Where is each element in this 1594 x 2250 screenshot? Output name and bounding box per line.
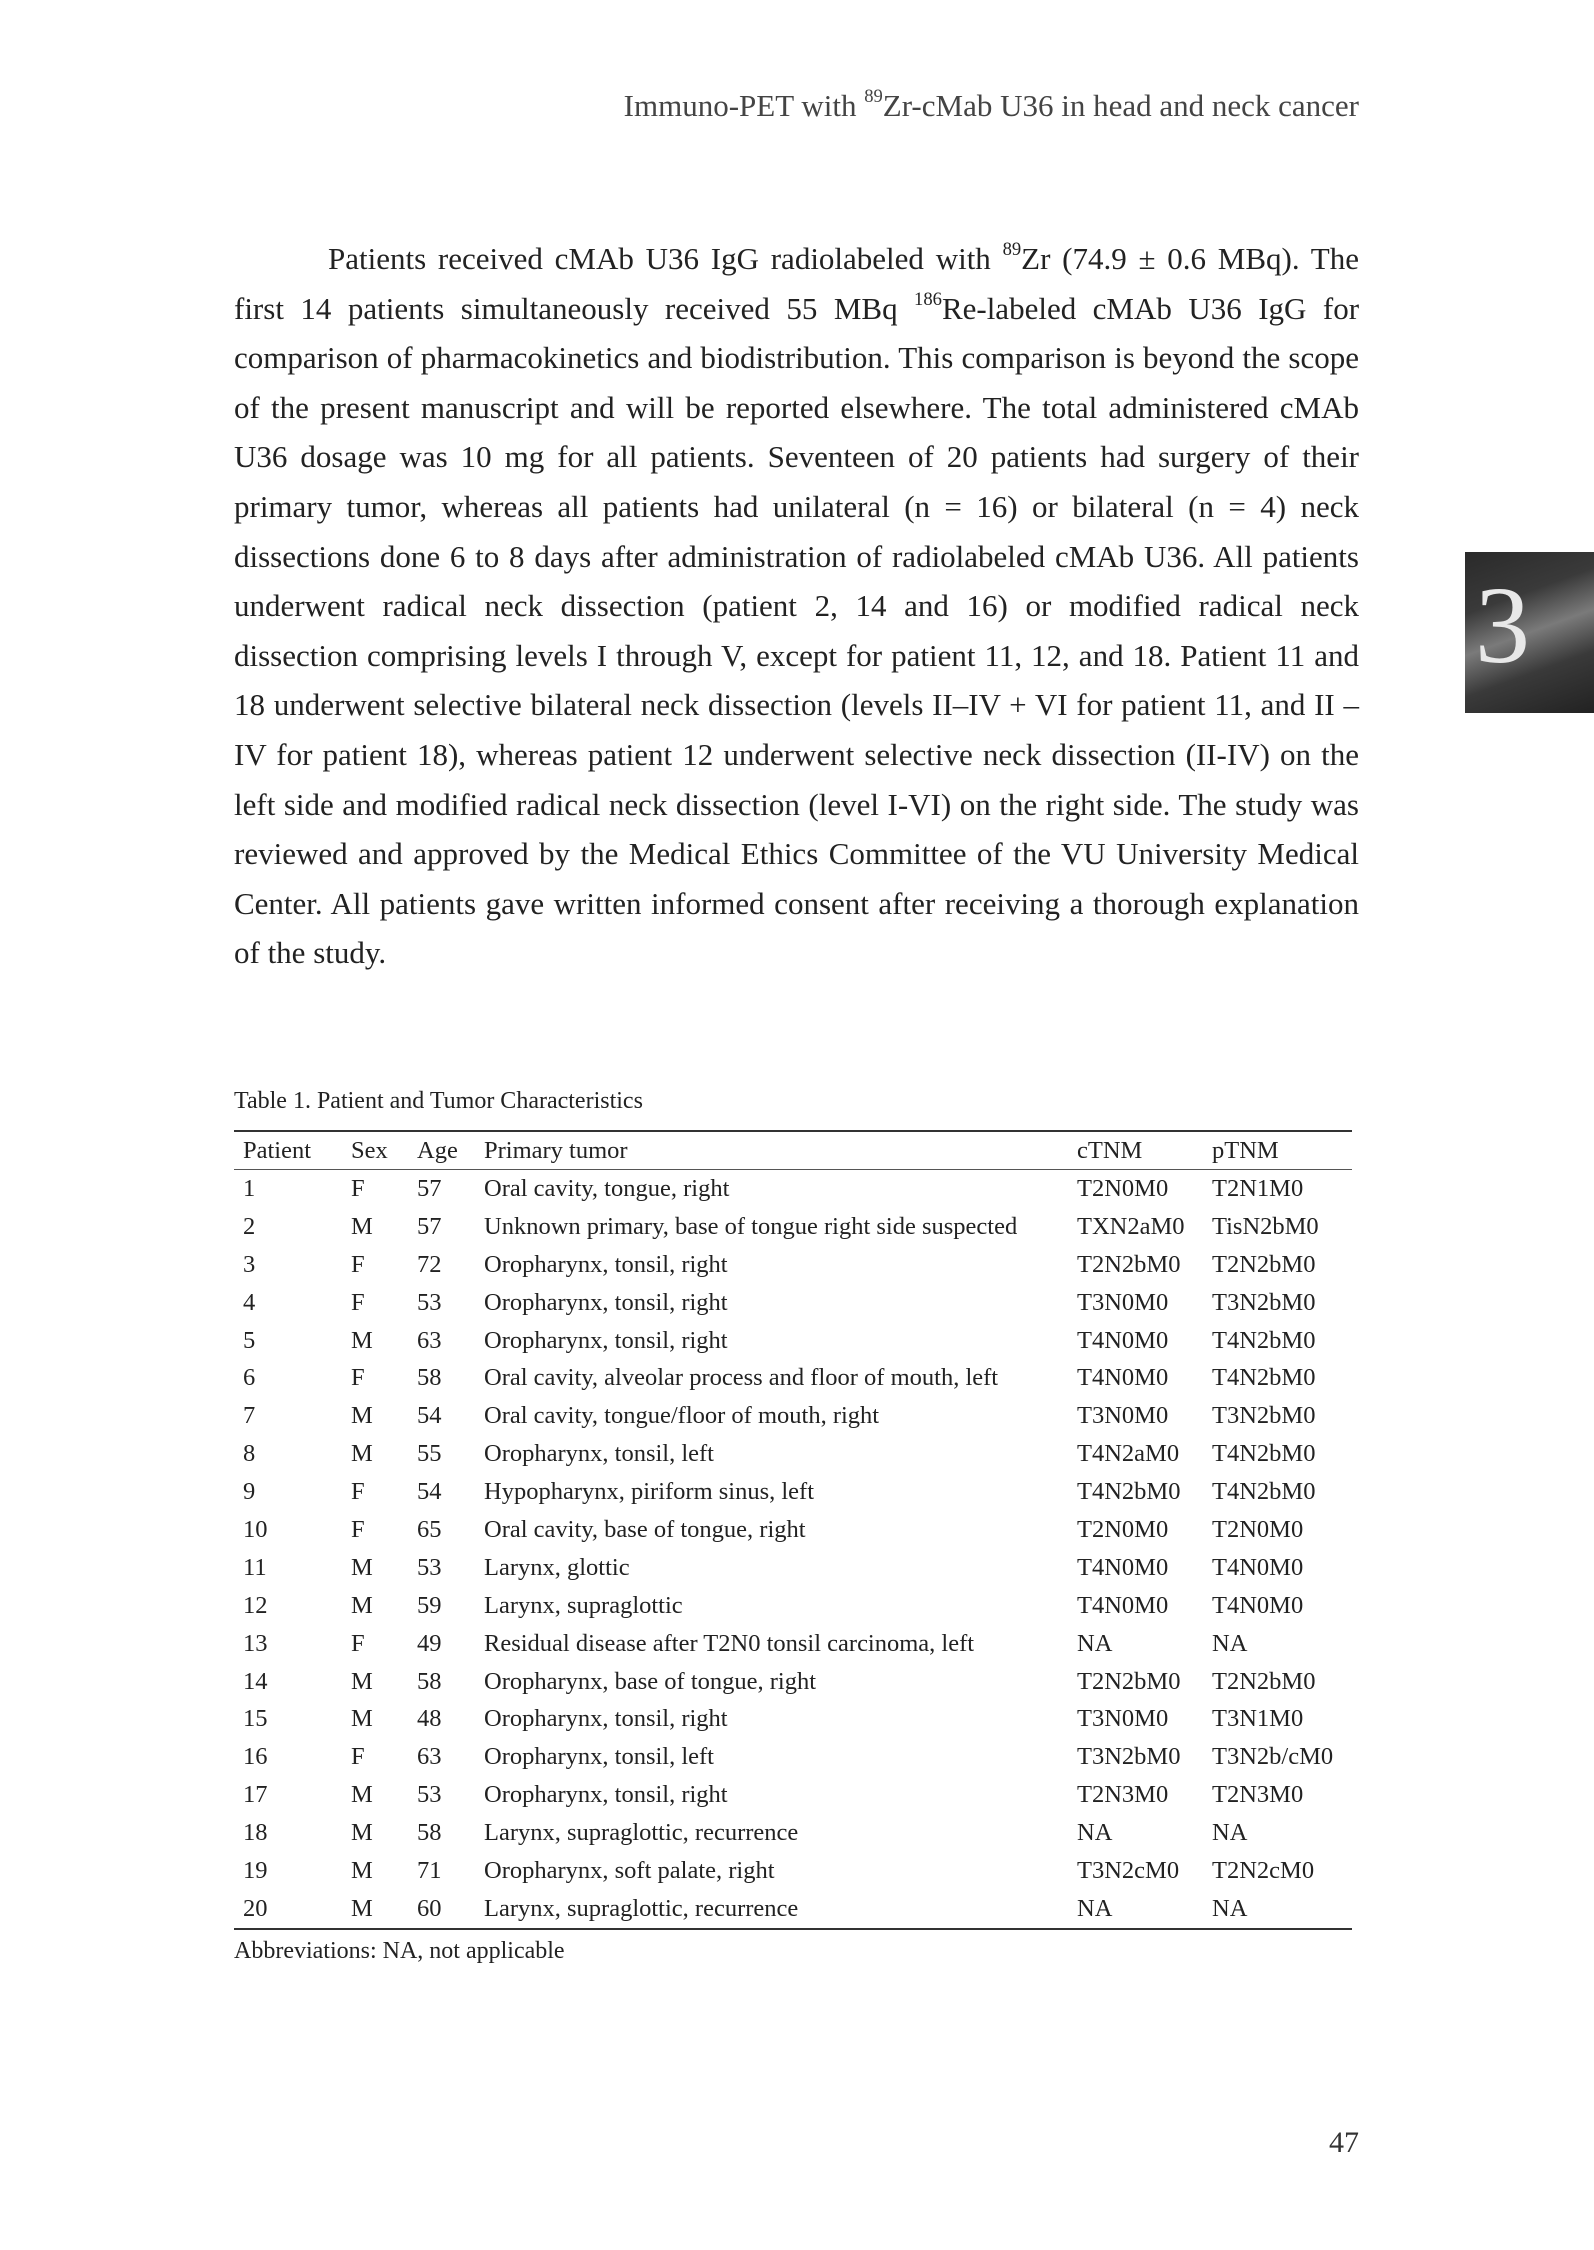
table-cell: Oropharynx, soft palate, right xyxy=(484,1856,775,1884)
table-cell: 3 xyxy=(243,1250,256,1278)
table-cell: 9 xyxy=(243,1478,256,1506)
table-cell: 54 xyxy=(417,1402,442,1430)
table-cell: T2N3M0 xyxy=(1077,1781,1169,1809)
table-cell: T4N0M0 xyxy=(1077,1591,1169,1619)
table-row xyxy=(234,1397,1352,1435)
table-cell: T3N2bM0 xyxy=(1212,1402,1316,1430)
table-cell: Oropharynx, tonsil, right xyxy=(484,1250,728,1278)
column-header: Primary tumor xyxy=(484,1131,1077,1170)
text-segment: Zr (74.9 ± 0.6 MBq). The first 14 patients simultaneously received 55 MBq xyxy=(234,241,1359,326)
table-cell: 13 xyxy=(243,1629,268,1657)
table-cell: T3N2b/cM0 xyxy=(1212,1743,1334,1771)
table-cell: Oropharynx, tonsil, right xyxy=(484,1288,728,1316)
table-cell: T4N2aM0 xyxy=(1077,1440,1180,1468)
table-cell: 65 xyxy=(417,1515,442,1543)
table-row xyxy=(234,1208,1352,1246)
table-row xyxy=(234,1284,1352,1322)
table-cell: F xyxy=(351,1288,365,1316)
table-row xyxy=(234,1852,1352,1890)
column-header: pTNM xyxy=(1212,1131,1352,1170)
table-cell: 55 xyxy=(417,1440,442,1468)
table-cell: T2N1M0 xyxy=(1212,1174,1304,1202)
table-cell: T3N1M0 xyxy=(1212,1705,1304,1733)
superscript: 89 xyxy=(1002,239,1022,261)
table-cell: TXN2aM0 xyxy=(1077,1212,1185,1240)
table-cell: Oral cavity, alveolar process and floor of mouth, left xyxy=(484,1364,999,1392)
table-cell: 72 xyxy=(417,1250,442,1278)
table-cell: M xyxy=(351,1440,373,1468)
table-cell: 1 xyxy=(243,1174,256,1202)
column-header: cTNM xyxy=(1077,1131,1212,1170)
column-header: Sex xyxy=(351,1131,417,1170)
table-cell: M xyxy=(351,1212,373,1240)
table-cell: M xyxy=(351,1591,373,1619)
table-cell: 5 xyxy=(243,1326,256,1354)
table-cell: T3N2bM0 xyxy=(1077,1743,1181,1771)
table-cell: 4 xyxy=(243,1288,256,1316)
table-cell: 63 xyxy=(417,1743,442,1771)
table-cell: Oropharynx, tonsil, left xyxy=(484,1743,714,1771)
column-header: Age xyxy=(417,1131,484,1170)
table-cell: 11 xyxy=(243,1553,267,1581)
table-row xyxy=(234,1246,1352,1284)
table-row xyxy=(234,1663,1352,1701)
table-cell: NA xyxy=(1077,1819,1113,1847)
table-cell: Oropharynx, base of tongue, right xyxy=(484,1667,817,1695)
table-cell: 58 xyxy=(417,1667,442,1695)
table-cell: Larynx, supraglottic xyxy=(484,1591,683,1619)
table-row xyxy=(234,1625,1352,1663)
table-row xyxy=(234,1549,1352,1587)
table-cell: F xyxy=(351,1364,365,1392)
table-cell: 16 xyxy=(243,1743,268,1771)
table-cell: 2 xyxy=(243,1212,256,1240)
superscript: 186 xyxy=(914,288,942,310)
table-row xyxy=(234,1738,1352,1776)
table-cell: 12 xyxy=(243,1591,268,1619)
table-cell: 8 xyxy=(243,1440,256,1468)
table-cell: 71 xyxy=(417,1856,442,1884)
table-cell: F xyxy=(351,1174,365,1202)
table-cell: 63 xyxy=(417,1326,442,1354)
table-cell: 53 xyxy=(417,1553,442,1581)
table-cell: T3N0M0 xyxy=(1077,1705,1169,1733)
table-cell: T4N0M0 xyxy=(1212,1591,1304,1619)
header-text: Immuno-PET with xyxy=(623,88,865,123)
header-superscript: 89 xyxy=(864,86,883,108)
table-cell: T4N0M0 xyxy=(1077,1364,1169,1392)
table-cell: NA xyxy=(1212,1894,1248,1922)
table-caption: Table 1. Patient and Tumor Characteristics xyxy=(234,1088,643,1114)
table-cell: 58 xyxy=(417,1819,442,1847)
table-cell: T4N2bM0 xyxy=(1077,1478,1181,1506)
table-cell: T2N0M0 xyxy=(1077,1515,1169,1543)
table-row xyxy=(234,1170,1352,1208)
table-row xyxy=(234,1473,1352,1511)
table-cell: T3N2bM0 xyxy=(1212,1288,1316,1316)
table-cell: M xyxy=(351,1894,373,1922)
body-paragraph xyxy=(234,234,1359,978)
table-header-row xyxy=(234,1131,1352,1170)
table-cell: T4N2bM0 xyxy=(1212,1364,1316,1392)
table-cell: NA xyxy=(1212,1629,1248,1657)
table-footnote: Abbreviations: NA, not applicable xyxy=(234,1938,565,1964)
table-cell: M xyxy=(351,1856,373,1884)
table-cell: NA xyxy=(1077,1894,1113,1922)
table-cell: 10 xyxy=(243,1515,268,1543)
table-row xyxy=(234,1587,1352,1625)
table-cell: T2N2cM0 xyxy=(1212,1856,1315,1884)
table-row xyxy=(234,1322,1352,1360)
table-cell: 54 xyxy=(417,1478,442,1506)
table-cell: Oropharynx, tonsil, right xyxy=(484,1326,728,1354)
table-cell: T4N0M0 xyxy=(1077,1553,1169,1581)
table-cell: Oropharynx, tonsil, right xyxy=(484,1705,728,1733)
table-cell: F xyxy=(351,1478,365,1506)
table-cell: T2N0M0 xyxy=(1212,1515,1304,1543)
table-cell: 17 xyxy=(243,1781,268,1809)
table-cell: T3N0M0 xyxy=(1077,1402,1169,1430)
table-row xyxy=(234,1435,1352,1473)
table-cell: Hypopharynx, piriform sinus, left xyxy=(484,1478,815,1506)
table-cell: T2N2bM0 xyxy=(1212,1667,1316,1695)
table-row xyxy=(234,1890,1352,1929)
table-cell: NA xyxy=(1077,1629,1113,1657)
table-cell: 6 xyxy=(243,1364,256,1392)
table-cell: Oropharynx, tonsil, right xyxy=(484,1781,728,1809)
table-row xyxy=(234,1511,1352,1549)
table-cell: 14 xyxy=(243,1667,268,1695)
table-cell: T4N2bM0 xyxy=(1212,1326,1316,1354)
table-cell: 20 xyxy=(243,1894,268,1922)
chapter-tab xyxy=(1465,552,1594,713)
table-cell: Larynx, supraglottic, recurrence xyxy=(484,1894,799,1922)
table-cell: T4N2bM0 xyxy=(1212,1478,1316,1506)
table-cell: F xyxy=(351,1629,365,1657)
page-number: 47 xyxy=(1329,2126,1359,2159)
table-cell: T2N3M0 xyxy=(1212,1781,1304,1809)
table-cell: Oropharynx, tonsil, left xyxy=(484,1440,714,1468)
text-segment: Re-labeled cMAb U36 IgG for comparison of pharmacokinetics and biodistribution. This comparison is beyond the scope of the present manuscript and will be reported elsewhere. The total administered cMAb U36 dosage was 10 mg for all patients. Seventeen of 20 patients had surgery of their primary tumor, whereas all patients had unilateral (n = 16) or bilateral (n = 4) neck dissections done 6 to 8 days after administration of radiolabeled cMAb U36. All patients underwent radical neck dissection (patient 2, 14 and 16) or modified radical neck dissection comprising levels I through V, except for patient 11, 12, and 18. Patient 11 and 18 underwent selective bilateral neck dissection (levels II–IV + VI for patient 11, and II – IV for patient 18), whereas patient 12 underwent selective neck dissection (II-IV) on the left side and modified radical neck dissection (level I-VI) on the right side. The study was reviewed and approved by the Medical Ethics Committee of the VU University Medical Center. All patients gave written informed consent after receiving a thorough explanation of the study. xyxy=(234,290,1360,971)
table-cell: F xyxy=(351,1250,365,1278)
running-header xyxy=(624,88,1359,124)
table-cell: M xyxy=(351,1326,373,1354)
patient-table xyxy=(234,1130,1352,1930)
table-cell: 7 xyxy=(243,1402,256,1430)
table-cell: M xyxy=(351,1705,373,1733)
table-cell: 53 xyxy=(417,1288,442,1316)
table-cell: M xyxy=(351,1553,373,1581)
table-cell: F xyxy=(351,1515,365,1543)
table-cell: F xyxy=(351,1743,365,1771)
table-cell: NA xyxy=(1212,1819,1248,1847)
table-cell: M xyxy=(351,1781,373,1809)
table-cell: T2N2bM0 xyxy=(1212,1250,1316,1278)
table-cell: M xyxy=(351,1402,373,1430)
header-text-end: Zr-cMab U36 in head and neck cancer xyxy=(882,88,1359,123)
table-cell: T4N0M0 xyxy=(1077,1326,1169,1354)
table-cell: 58 xyxy=(417,1364,442,1392)
chapter-number: 3 xyxy=(1475,564,1530,686)
table-cell: M xyxy=(351,1667,373,1695)
table-cell: 57 xyxy=(417,1174,442,1202)
table-cell: 18 xyxy=(243,1819,268,1847)
table-cell: 48 xyxy=(417,1705,442,1733)
table-cell: 53 xyxy=(417,1781,442,1809)
table-cell: Larynx, supraglottic, recurrence xyxy=(484,1819,799,1847)
table-cell: T3N0M0 xyxy=(1077,1288,1169,1316)
table-cell: Oral cavity, tongue, right xyxy=(484,1174,730,1202)
table-cell: 15 xyxy=(243,1705,268,1733)
table-cell: 60 xyxy=(417,1894,442,1922)
table-cell: 57 xyxy=(417,1212,442,1240)
table-cell: T3N2cM0 xyxy=(1077,1856,1180,1884)
table-row xyxy=(234,1359,1352,1397)
table-row xyxy=(234,1776,1352,1814)
table-cell: T2N0M0 xyxy=(1077,1174,1169,1202)
table-cell: TisN2bM0 xyxy=(1212,1212,1319,1240)
table-cell: Unknown primary, base of tongue right side suspected xyxy=(484,1212,1018,1240)
table-cell: M xyxy=(351,1819,373,1847)
table-row xyxy=(234,1700,1352,1738)
table-cell: T2N2bM0 xyxy=(1077,1250,1181,1278)
table-cell: T4N2bM0 xyxy=(1212,1440,1316,1468)
table-cell: Residual disease after T2N0 tonsil carcinoma, left xyxy=(484,1629,975,1657)
table-cell: 59 xyxy=(417,1591,442,1619)
table-cell: 49 xyxy=(417,1629,442,1657)
table-cell: Larynx, glottic xyxy=(484,1553,630,1581)
table-cell: T4N0M0 xyxy=(1212,1553,1304,1581)
column-header: Patient xyxy=(234,1131,351,1170)
table-cell: T2N2bM0 xyxy=(1077,1667,1181,1695)
text-segment: Patients received cMAb U36 IgG radiolabeled with xyxy=(328,241,1003,276)
table-cell: Oral cavity, base of tongue, right xyxy=(484,1515,806,1543)
table-row xyxy=(234,1814,1352,1852)
table-cell: 19 xyxy=(243,1856,268,1884)
table-cell: Oral cavity, tongue/floor of mouth, right xyxy=(484,1402,880,1430)
